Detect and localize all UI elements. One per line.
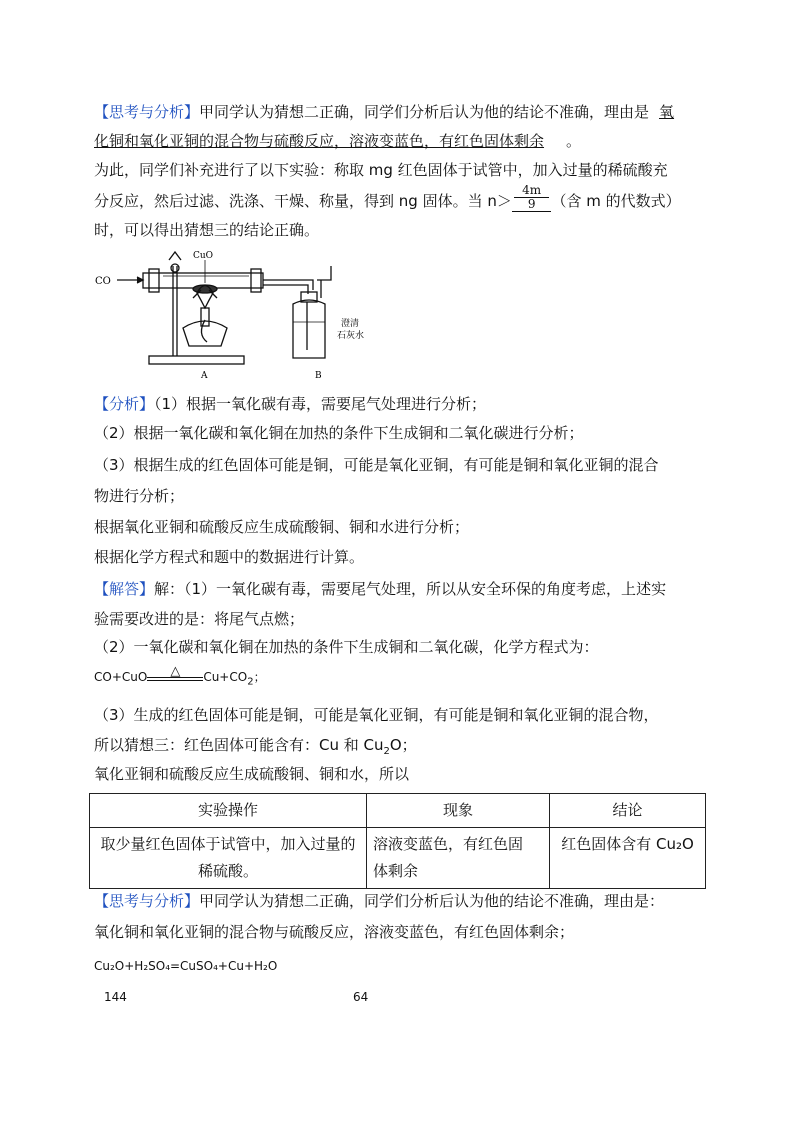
apparatus-figure bbox=[93, 238, 403, 383]
paragraph-text: 甲同学认为猜想二正确，同学们分析后认为他的结论不准确，理由是 bbox=[199, 103, 650, 121]
section-tag: 【分析】 bbox=[94, 395, 155, 413]
analysis-line-1: 【分析】（1）根据一氧化碳有毒，需要尾气处理进行分析； bbox=[94, 395, 487, 413]
fraction: $\frac{4m}{9}$ bbox=[514, 184, 550, 211]
analysis-line-3: （3）根据生成的红色固体可能是铜，可能是氧化亚铜，有可能是铜和氧化亚铜的混合 bbox=[94, 456, 659, 474]
co-label: CO bbox=[95, 276, 111, 287]
section-tag: 【解答】 bbox=[94, 580, 155, 598]
section-tag: 【思考与分析】 bbox=[94, 892, 200, 910]
apparatus-a-label: A bbox=[201, 371, 208, 381]
molar-mass-1: 144 bbox=[104, 990, 127, 1004]
limewater-label-2: 石灰水 bbox=[337, 331, 365, 341]
table-header: 结论 bbox=[550, 794, 706, 828]
reasoning-paragraph-1-cont: 化铜和氧化亚铜的混合物与硫酸反应，溶液变蓝色，有红色固体剩余 。 bbox=[94, 132, 582, 150]
reasoning-paragraph-2: 【思考与分析】甲同学认为猜想二正确，同学们分析后认为他的结论不准确，理由是： bbox=[94, 892, 665, 910]
experiment-table bbox=[89, 793, 706, 889]
experiment-line-1: 为此，同学们补充进行了以下实验：称取 mg 红色固体于试管中，加入过量的稀硫酸充 bbox=[94, 161, 668, 179]
analysis-line-4: 物进行分析； bbox=[94, 487, 185, 505]
reasoning-paragraph-2-cont: 氧化铜和氧化亚铜的混合物与硫酸反应，溶液变蓝色，有红色固体剩余； bbox=[94, 923, 575, 941]
experiment-line-2: 分反应，然后过滤、洗涤、干燥、称量，得到 ng 固体。当 n＞ $\frac{4m}{9}$ （含 m 的代数式） bbox=[94, 183, 681, 211]
section-tag: 【思考与分析】 bbox=[94, 103, 200, 121]
solution-line-3: （2）一氧化碳和氧化铜在加热的条件下生成铜和二氧化碳，化学方程式为： bbox=[94, 638, 599, 656]
apparatus-b-label: B bbox=[315, 371, 322, 381]
heat-condition: △ bbox=[147, 671, 203, 685]
cuo-label: CuO bbox=[193, 251, 214, 261]
answer-blank: 氧 bbox=[659, 103, 675, 121]
analysis-line-5: 根据氧化亚铜和硫酸反应生成硫酸铜、铜和水进行分析； bbox=[94, 518, 470, 536]
analysis-line-6: 根据化学方程式和题中的数据进行计算。 bbox=[94, 548, 365, 566]
limewater-label: 澄清 bbox=[341, 319, 360, 329]
reasoning-paragraph-1 bbox=[94, 101, 674, 123]
table-row bbox=[90, 828, 706, 889]
chemical-equation-2: Cu₂O+H₂SO₄=CuSO₄+Cu+H₂O bbox=[94, 959, 278, 973]
table-cell-conclusion: 红色固体含有 Cu₂O bbox=[550, 828, 706, 889]
experiment-line-3: 时，可以得出猜想三的结论正确。 bbox=[94, 221, 320, 239]
table-header: 现象 bbox=[367, 794, 550, 828]
solution-line-1: 【解答】解：（1）一氧化碳有毒，需要尾气处理，所以从安全环保的角度考虑，上述实 bbox=[94, 580, 667, 598]
molar-mass-2: 64 bbox=[353, 990, 369, 1004]
answer-blank: 化铜和氧化亚铜的混合物与硫酸反应，溶液变蓝色，有红色固体剩余 bbox=[94, 132, 545, 150]
analysis-line-2: （2）根据一氧化碳和氧化铜在加热的条件下生成铜和二氧化碳进行分析； bbox=[94, 424, 584, 442]
table-cell-phenomenon: 溶液变蓝色，有红色固 体剩余 bbox=[367, 828, 550, 889]
table-cell-operation: 取少量红色固体于试管中，加入过量的 稀硫酸。 bbox=[90, 828, 367, 889]
table-header-row bbox=[90, 794, 706, 828]
solution-line-5: 所以猜想三：红色固体可能含有：Cu 和 $Cu_2O$； bbox=[94, 736, 417, 757]
solution-line-6: 氧化亚铜和硫酸反应生成硫酸铜、铜和水，所以 bbox=[94, 765, 410, 783]
solution-line-4: （3）生成的红色固体可能是铜，可能是氧化亚铜，有可能是铜和氧化亚铜的混合物， bbox=[94, 706, 659, 724]
solution-line-2: 验需要改进的是：将尾气点燃； bbox=[94, 610, 305, 628]
chemical-equation-1: CO+CuO △ $Cu+CO_2$； bbox=[94, 663, 266, 688]
fraction-blank bbox=[512, 184, 552, 212]
table-header: 实验操作 bbox=[90, 794, 367, 828]
